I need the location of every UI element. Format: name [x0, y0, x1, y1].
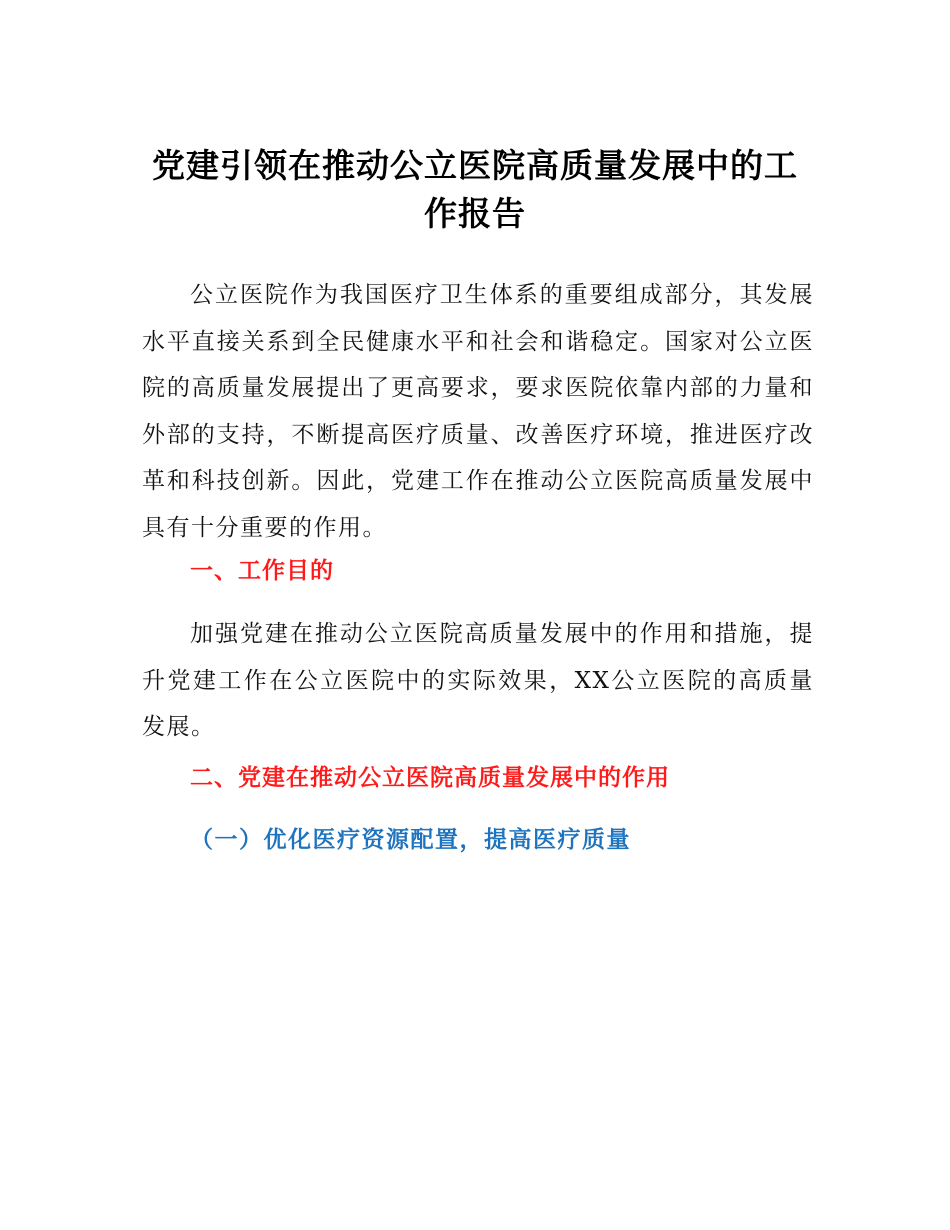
section-heading-purpose: 一、工作目的 [190, 558, 334, 584]
subsection-heading-resources: （一）优化医疗资源配置，提高医疗质量 [190, 826, 631, 853]
section-heading-role: 二、党建在推动公立医院高质量发展中的作用 [190, 765, 670, 791]
document-title: 党建引领在推动公立医院高质量发展中的工作报告 [152, 146, 798, 233]
intro-paragraph: 公立医院作为我国医疗卫生体系的重要组成部分，其发展水平直接关系到全民健康水平和社会和谐稳定。国家对公立医院的高质量发展提出了更高要求，要求医院依靠内部的力量和外部的支持，不断提高医疗质量、改善医疗环境，推进医疗改革和科技创新。因此，党建工作在推动公立医院高质量发展中具有十分重要的作用。 [142, 282, 814, 541]
purpose-paragraph: 加强党建在推动公立医院高质量发展中的作用和措施，提升党建工作在公立医院中的实际效果，XX公立医院的高质量发展。 [142, 621, 814, 740]
